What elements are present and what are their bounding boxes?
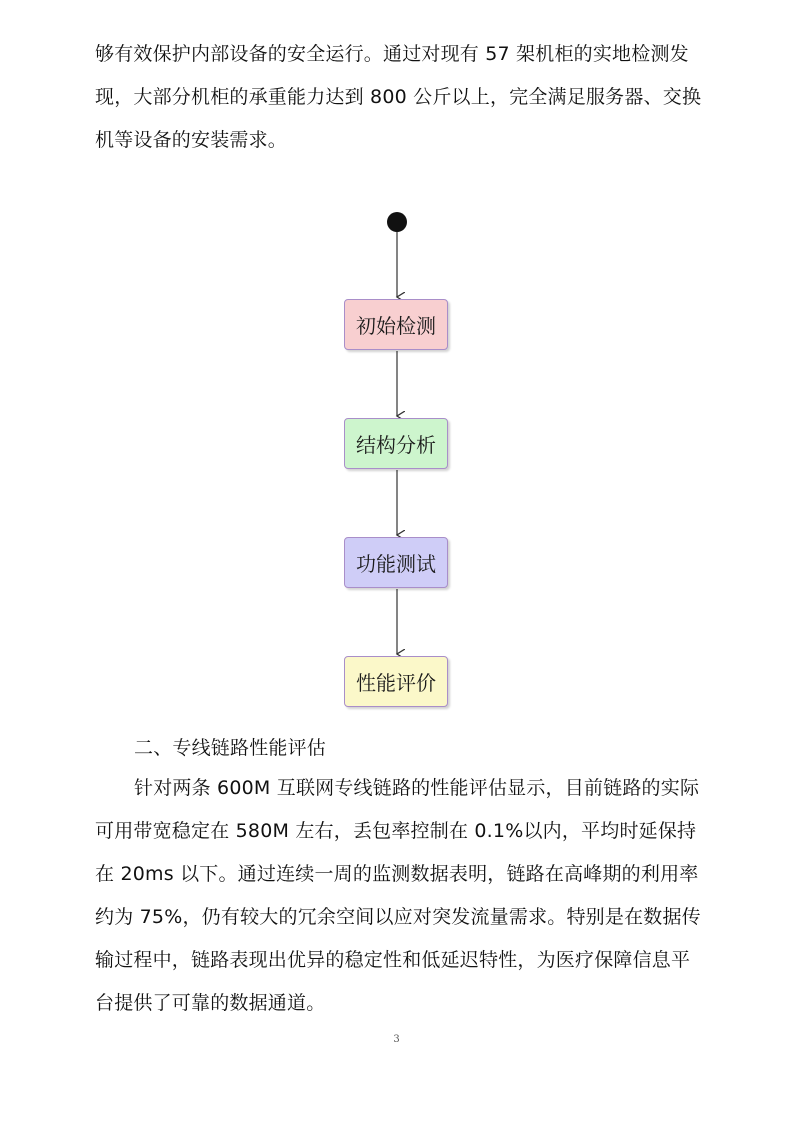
flow-step-label: 功能测试 bbox=[356, 552, 436, 576]
flow-step-initial-inspection bbox=[344, 299, 448, 350]
flow-step-performance-evaluation bbox=[344, 656, 448, 707]
body-paragraph: 针对两条 600M 互联网专线链路的性能评估显示，目前链路的实际可用带宽稳定在 580M 左右，丢包率控制在 0.1%以内，平均时延保持在 20ms 以下。通过连续一周的监测数据表明，链路在高峰期的利用率约为 75%，仍有较大的冗余空间以应对突发流量需求。特别是在数据传输过程中，链路表现出优异的稳定性和低延迟特性，为医疗保障信息平台提供了可靠的数据通道。 bbox=[95, 777, 701, 1014]
flow-step-function-test bbox=[344, 537, 448, 588]
flow-step-label: 性能评价 bbox=[356, 671, 436, 695]
start-node bbox=[387, 212, 407, 232]
section-heading: 二、专线链路性能评估 bbox=[134, 737, 327, 759]
flow-step-label: 初始检测 bbox=[356, 314, 436, 338]
intro-paragraph: 够有效保护内部设备的安全运行。通过对现有 57 架机柜的实地检测发现，大部分机柜的承重能力达到 800 公斤以上，完全满足服务器、交换机等设备的安装需求。 bbox=[95, 43, 702, 151]
page-number: 3 bbox=[393, 1034, 400, 1045]
flow-step-label: 结构分析 bbox=[356, 433, 436, 457]
flow-step-structure-analysis bbox=[344, 418, 448, 469]
